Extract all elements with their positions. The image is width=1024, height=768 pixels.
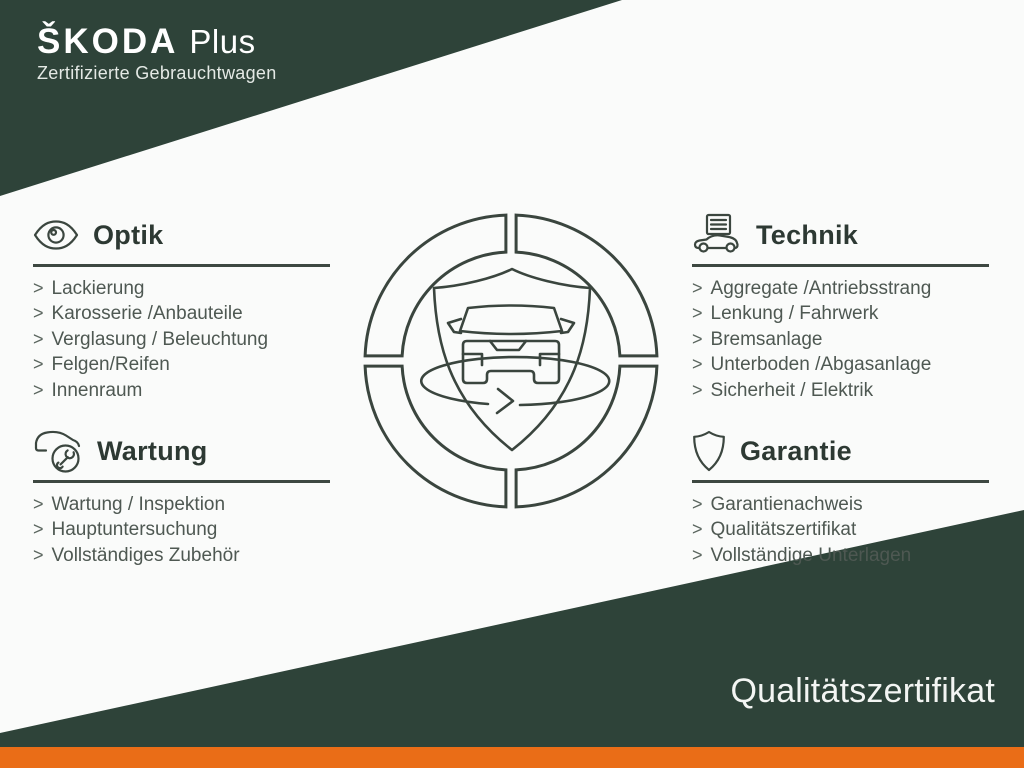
chevron-icon: >	[33, 328, 44, 349]
chevron-icon: >	[33, 544, 44, 565]
chevron-icon: >	[692, 328, 703, 349]
chevron-icon: >	[33, 278, 44, 298]
section-title-wartung: Wartung	[97, 435, 208, 466]
section-title-garantie: Garantie	[740, 435, 852, 466]
chevron-icon: >	[33, 519, 44, 540]
section-rule	[33, 264, 330, 267]
item-label: Felgen/Reifen	[51, 354, 170, 376]
quality-certificate-title: Qualitätszertifikat	[730, 672, 995, 710]
section-rule	[692, 480, 989, 483]
list-item	[33, 378, 330, 403]
chevron-icon: >	[692, 278, 703, 298]
item-label: Bremsanlage	[710, 328, 823, 350]
technik-item-list	[692, 276, 989, 403]
item-label: Unterboden /Abgasanlage	[710, 354, 932, 376]
item-label: Vollständige Unterlagen	[710, 544, 912, 566]
chevron-icon: >	[692, 519, 703, 540]
list-item	[692, 492, 989, 517]
list-item	[692, 352, 989, 377]
chevron-icon: >	[33, 303, 44, 324]
chevron-icon: >	[33, 354, 44, 375]
chevron-icon: >	[692, 544, 703, 565]
section-wartung	[33, 428, 330, 568]
section-garantie	[692, 428, 989, 568]
item-label: Lenkung / Fahrwerk	[710, 303, 879, 325]
item-label: Vollständiges Zubehör	[51, 544, 240, 566]
item-label: Hauptuntersuchung	[51, 519, 218, 541]
list-item	[692, 517, 989, 542]
wartung-item-list	[33, 492, 330, 568]
certified-check-emblem	[340, 190, 680, 520]
list-item	[692, 301, 989, 326]
item-label: Wartung / Inspektion	[51, 494, 226, 515]
list-item	[33, 352, 330, 377]
logo-tagline: Zertifizierte Gebrauchtwagen	[37, 63, 277, 83]
section-rule	[33, 480, 330, 483]
car-checklist-icon	[692, 213, 742, 257]
skoda-plus-logo	[37, 24, 277, 84]
eye-icon	[33, 219, 79, 251]
item-label: Qualitätszertifikat	[710, 519, 857, 541]
section-title-optik: Optik	[93, 219, 164, 250]
chevron-icon: >	[692, 354, 703, 375]
item-label: Sicherheit / Elektrik	[710, 379, 874, 401]
item-label: Aggregate /Antriebsstrang	[710, 278, 932, 299]
chevron-icon: >	[692, 494, 703, 514]
item-label: Verglasung / Beleuchtung	[51, 328, 269, 350]
list-item	[33, 492, 330, 517]
section-optik	[33, 212, 330, 403]
item-label: Karosserie /Anbauteile	[51, 303, 243, 325]
logo-product-text: Plus	[189, 23, 256, 60]
list-item	[33, 543, 330, 568]
list-item	[692, 543, 989, 568]
car-front-icon	[448, 306, 574, 384]
optik-item-list	[33, 276, 330, 403]
chevron-icon: >	[33, 494, 44, 514]
shield-icon	[692, 430, 726, 472]
section-technik	[692, 212, 989, 403]
item-label: Innenraum	[51, 379, 143, 401]
chevron-icon: >	[33, 379, 44, 400]
orange-accent-bar	[0, 747, 1024, 768]
list-item	[33, 301, 330, 326]
shield-outline	[434, 269, 590, 450]
chevron-icon: >	[692, 303, 703, 324]
list-item	[692, 327, 989, 352]
segmented-ring	[365, 215, 657, 507]
item-label: Lackierung	[51, 278, 145, 299]
section-rule	[692, 264, 989, 267]
list-item	[692, 276, 989, 301]
list-item	[33, 276, 330, 301]
garantie-item-list	[692, 492, 989, 568]
car-service-wrench-icon	[33, 427, 83, 475]
list-item	[33, 327, 330, 352]
logo-brand-text: ŠKODA	[37, 22, 179, 61]
item-label: Garantienachweis	[710, 494, 863, 515]
section-title-technik: Technik	[756, 219, 859, 250]
list-item	[692, 378, 989, 403]
chevron-icon: >	[692, 379, 703, 400]
list-item	[33, 517, 330, 542]
